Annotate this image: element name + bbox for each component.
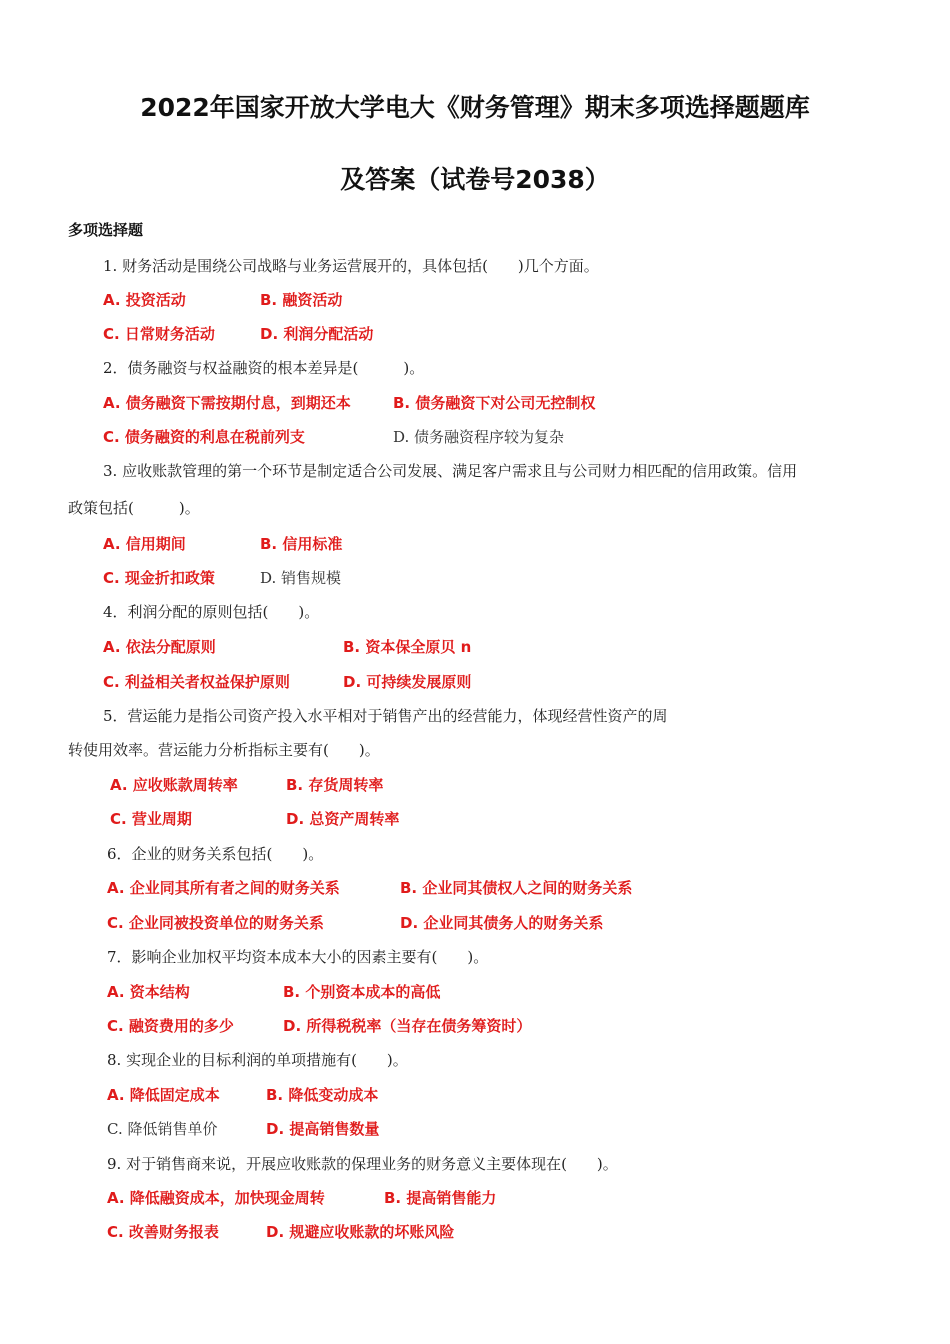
question-7-option-b: B. 个别资本成本的高低 — [283, 983, 441, 1001]
question-6-option-a: A. 企业同其所有者之间的财务关系 — [107, 879, 340, 897]
question-2-option-c: C. 债务融资的利息在税前列支 — [103, 428, 305, 446]
section-heading: 多项选择题 — [68, 221, 144, 239]
question-6-option-d: D. 企业同其债务人的财务关系 — [400, 914, 604, 932]
question-7-stem: 7．影响企业加权平均资本成本大小的因素主要有( )。 — [107, 948, 489, 966]
question-4-option-b: B. 资本保全原贝 n — [343, 638, 472, 656]
question-6-option-c: C. 企业同被投资单位的财务关系 — [107, 914, 324, 932]
question-1-option-c: C. 日常财务活动 — [103, 325, 215, 343]
question-2-option-b: B. 债务融资下对公司无控制权 — [393, 394, 596, 412]
question-7-option-d: D. 所得税税率（当存在债务筹资时） — [283, 1017, 532, 1035]
question-5-option-a: A. 应收账款周转率 — [110, 776, 238, 794]
question-3-option-d: D. 销售规模 — [260, 569, 342, 587]
question-3-option-c: C. 现金折扣政策 — [103, 569, 215, 587]
question-9-option-b: B. 提高销售能力 — [384, 1189, 497, 1207]
question-3-option-a: A. 信用期间 — [103, 535, 186, 553]
question-3-stem: 3. 应收账款管理的第一个环节是制定适合公司发展、满足客户需求且与公司财力相匹配的信用政策。信用 — [103, 462, 798, 480]
question-6-option-b: B. 企业同其债权人之间的财务关系 — [400, 879, 633, 897]
question-2-option-a: A. 债务融资下需按期付息，到期还本 — [103, 394, 351, 412]
question-6-stem: 6．企业的财务关系包括( )。 — [107, 845, 324, 863]
question-2-option-d: D. 债务融资程序较为复杂 — [393, 428, 565, 446]
question-5-option-b: B. 存货周转率 — [286, 776, 384, 794]
question-8-option-c: C. 降低销售单价 — [107, 1120, 218, 1138]
question-4-option-a: A. 依法分配原则 — [103, 638, 216, 656]
question-5-stem-cont: 转使用效率。营运能力分析指标主要有( )。 — [68, 741, 380, 759]
question-7-option-c: C. 融资费用的多少 — [107, 1017, 234, 1035]
question-9-stem: 9. 对于销售商来说，开展应收账款的保理业务的财务意义主要体现在( )。 — [107, 1155, 618, 1173]
question-1-option-d: D. 利润分配活动 — [260, 325, 374, 343]
question-2-stem: 2．债务融资与权益融资的根本差异是( )。 — [103, 359, 425, 377]
question-8-stem: 8. 实现企业的目标利润的单项措施有( )。 — [107, 1051, 408, 1069]
question-4-option-c: C. 利益相关者权益保护原则 — [103, 673, 290, 691]
question-4-stem: 4．利润分配的原则包括( )。 — [103, 603, 320, 621]
question-8-option-b: B. 降低变动成本 — [266, 1086, 379, 1104]
question-1-option-a: A. 投资活动 — [103, 291, 186, 309]
question-4-option-d: D. 可持续发展原则 — [343, 673, 472, 691]
question-1-option-b: B. 融资活动 — [260, 291, 343, 309]
question-9-option-d: D. 规避应收账款的坏账风险 — [266, 1223, 455, 1241]
question-1-stem: 1. 财务活动是围绕公司战略与业务运营展开的，具体包括( )几个方面。 — [103, 257, 599, 275]
question-7-option-a: A. 资本结构 — [107, 983, 190, 1001]
question-8-option-a: A. 降低固定成本 — [107, 1086, 220, 1104]
question-5-option-c: C. 营业周期 — [110, 810, 192, 828]
document-title-line1: 2022年国家开放大学电大《财务管理》期末多项选择题题库 — [140, 93, 810, 122]
question-9-option-c: C. 改善财务报表 — [107, 1223, 219, 1241]
question-5-option-d: D. 总资产周转率 — [286, 810, 400, 828]
question-8-option-d: D. 提高销售数量 — [266, 1120, 380, 1138]
question-3-stem-cont: 政策包括( )。 — [68, 499, 200, 517]
question-3-option-b: B. 信用标准 — [260, 535, 343, 553]
question-5-stem: 5．营运能力是指公司资产投入水平相对于销售产出的经营能力，体现经营性资产的周 — [103, 707, 668, 725]
document-title-line2: 及答案（试卷号2038） — [340, 165, 610, 194]
question-9-option-a: A. 降低融资成本，加快现金周转 — [107, 1189, 325, 1207]
